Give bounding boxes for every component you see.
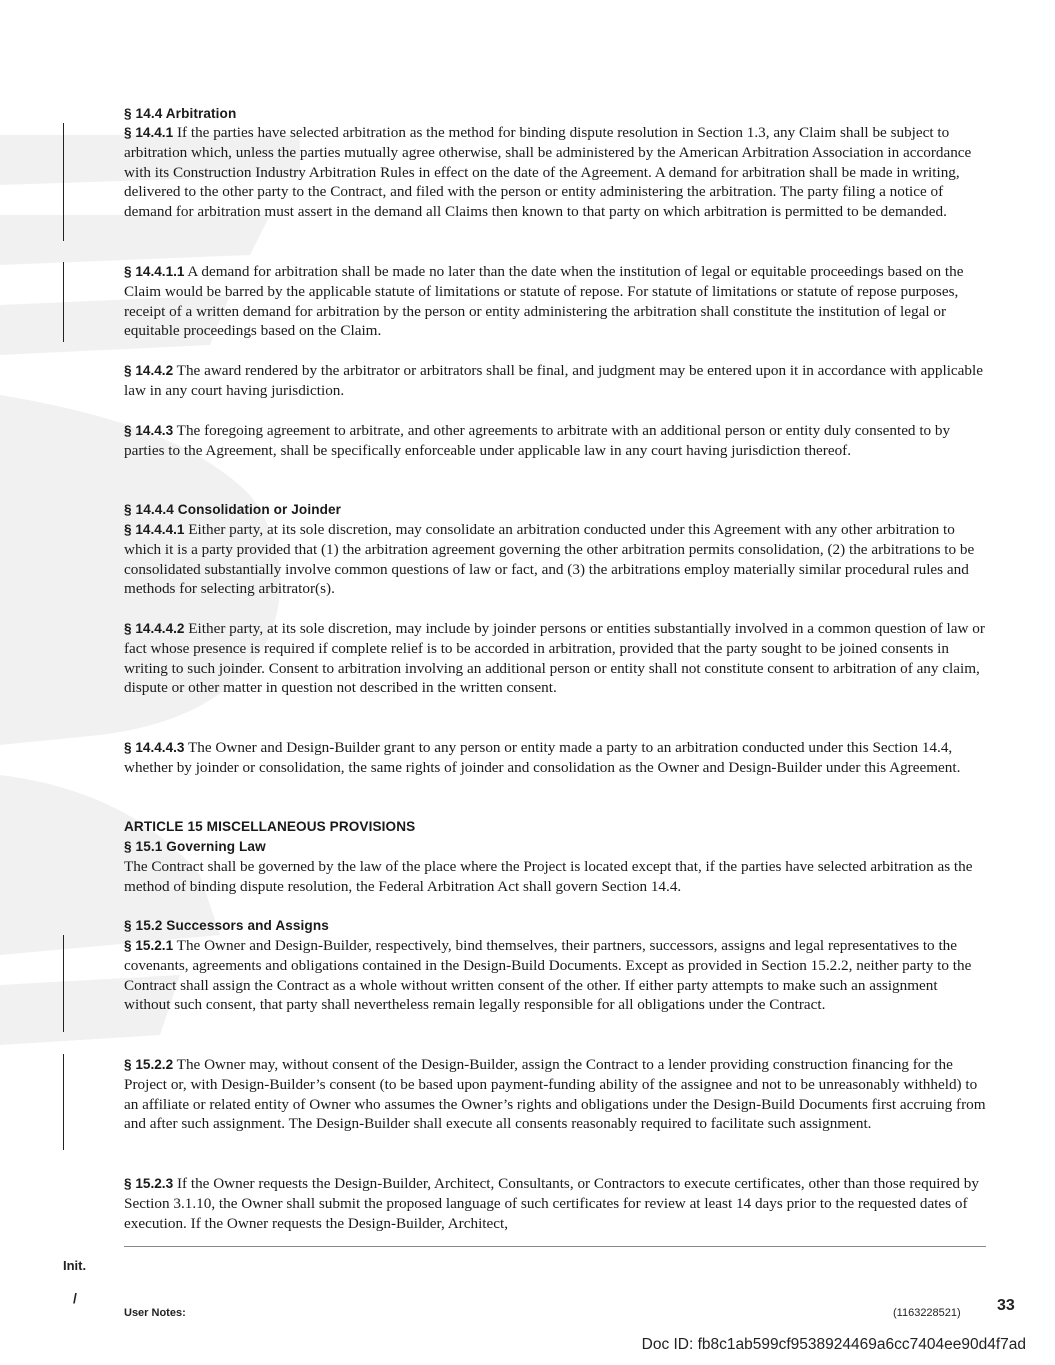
paragraph-text: The foregoing agreement to arbitrate, and other agreements to arbitrate with an additional person or entity duly consented to by parties to the Agreement, shall be specifically enforceable under applicable law in any court having jurisdiction thereof. xyxy=(124,422,951,459)
section-number: § 15.2.3 xyxy=(124,1176,174,1191)
section-number: § 15.2.1 xyxy=(124,938,174,953)
section-number: § 14.4.4.3 xyxy=(124,740,185,755)
heading-text: § 15.2 Successors and Assigns xyxy=(124,918,329,933)
paragraph xyxy=(124,1055,986,1134)
heading-text: § 14.4.4 Consolidation or Joinder xyxy=(124,502,342,517)
revision-bar xyxy=(63,123,64,241)
paragraph xyxy=(124,619,986,698)
revision-bar xyxy=(63,262,64,342)
paragraph xyxy=(124,262,986,341)
serial-number: (1163228521) xyxy=(893,1307,961,1319)
doc-id: Doc ID: fb8c1ab599cf9538924469a6cc7404ee90d4f7ad xyxy=(641,1336,1026,1353)
paragraph-text: Either party, at its sole discretion, may include by joinder persons or entities substantially involved in a common question of law or fact whose presence is required if complete relief is to be accorded in arbitration, provided that the party sought to be joined consents in writing to such joinder. Consent to arbitration involving an additional person or entity shall not constitute consent to arbitration of any claim, dispute or other matter in question not described in the written consent. xyxy=(124,620,985,697)
paragraph-text: The Owner may, without consent of the Design-Builder, assign the Contract to a lender providing construction financing for the Project or, with Design-Builder’s consent (to be based upon payment-funding ability of the assignee and not to be unreasonably withheld) to an affiliate or related entity of Owner who assumes the Owner’s rights and obligations under the Design-Build Documents first accruing from and after such assignment. The Design-Builder shall execute all consents reasonably required to facilitate such assignment. xyxy=(124,1056,986,1133)
section-number: § 14.4.2 xyxy=(124,363,174,378)
paragraph-text: A demand for arbitration shall be made no later than the date when the institution of legal or equitable proceedings based on the Claim would be barred by the applicable statute of limitations or statute of repose. For statute of limitations or statute of repose purposes, receipt of a written demand for arbitration by the person or entity administering the arbitration shall constitute the institution of legal or equitable proceedings based on the Claim. xyxy=(124,263,964,340)
paragraph xyxy=(124,936,986,1015)
paragraph-text: Either party, at its sole discretion, may consolidate an arbitration conducted under this Agreement with any other arbitration to which it is a party provided that (1) the arbitration agreement governing the other arbitration permits consolidation, (2) the arbitrations to be consolidated substantially involve common questions of law or fact, and (3) the arbitrations employ materially similar procedural rules and methods for selecting arbitrator(s). xyxy=(124,521,975,598)
section-number: § 14.4.1 xyxy=(124,125,174,140)
section-heading xyxy=(124,837,986,857)
paragraph xyxy=(124,520,986,599)
page-number: 33 xyxy=(997,1297,1015,1314)
section-number: § 14.4.1.1 xyxy=(124,264,185,279)
paragraph-text: If the Owner requests the Design-Builder, Architect, Consultants, or Contractors to execute certificates, other than those required by Section 3.1.10, the Owner shall submit the proposed language of such certificates for review at least 14 days prior to the requested dates of execution. If the Owner requests the Design-Builder, Architect, xyxy=(124,1175,979,1232)
paragraph xyxy=(124,123,986,222)
revision-bar xyxy=(63,1054,64,1150)
init-label: Init. xyxy=(63,1258,87,1273)
paragraph-text: The Contract shall be governed by the law of the place where the Project is located except that, if the parties have selected arbitration as the method of binding dispute resolution, the Federal Arbitration Act shall govern Section 14.4. xyxy=(124,858,973,895)
paragraph xyxy=(124,421,986,461)
paragraph-text: The Owner and Design-Builder, respectively, bind themselves, their partners, successors, assigns and legal representatives to the covenants, agreements and obligations contained in the Design-Build Documents. Except as provided in Section 15.2.2, neither party to the Contract shall assign the Contract as a whole without written consent of the other. If either party attempts to make such an assignment without such consent, that party shall nevertheless remain legally responsible for all obligations under the Contract. xyxy=(124,937,972,1014)
init-slash: / xyxy=(73,1290,77,1306)
section-number: § 14.4.4.2 xyxy=(124,621,185,636)
paragraph-text: The Owner and Design-Builder grant to any person or entity made a party to an arbitration conducted under this Section 14.4, whether by joinder or consolidation, the same rights of joinder and consolidation as the Owner and Design-Builder under this Agreement. xyxy=(124,739,961,776)
paragraph-text: If the parties have selected arbitration as the method for binding dispute resolution in Section 1.3, any Claim shall be subject to arbitration which, unless the parties mutually agree otherwise, shall be administered by the American Arbitration Association in accordance with its Construction Industry Arbitration Rules in effect on the date of the Agreement. A demand for arbitration shall be made in writing, delivered to the other party to the Contract, and filed with the person or entity administering the arbitration. The party filing a notice of demand for arbitration must assert in the demand all Claims then known to that party on which arbitration is permitted to be demanded. xyxy=(124,124,972,221)
section-number: § 14.4.4.1 xyxy=(124,522,185,537)
section-number: § 14.4.3 xyxy=(124,423,174,438)
revision-bar xyxy=(63,935,64,1032)
paragraph-text: The award rendered by the arbitrator or arbitrators shall be final, and judgment may be entered upon it in accordance with applicable law in any court having jurisdiction. xyxy=(124,362,983,399)
paragraph xyxy=(124,361,986,401)
heading-text: § 14.4 Arbitration xyxy=(124,106,237,121)
paragraph xyxy=(124,1174,986,1233)
paragraph xyxy=(124,857,986,897)
paragraph xyxy=(124,738,986,778)
section-heading xyxy=(124,500,986,520)
section-heading xyxy=(124,104,986,124)
section-number: § 15.2.2 xyxy=(124,1057,174,1072)
heading-text: § 15.1 Governing Law xyxy=(124,839,266,854)
heading-text: ARTICLE 15 MISCELLANEOUS PROVISIONS xyxy=(124,819,416,834)
user-notes-label: User Notes: xyxy=(124,1307,186,1319)
section-heading xyxy=(124,916,986,936)
article-heading xyxy=(124,817,986,837)
footer-divider xyxy=(124,1246,986,1247)
